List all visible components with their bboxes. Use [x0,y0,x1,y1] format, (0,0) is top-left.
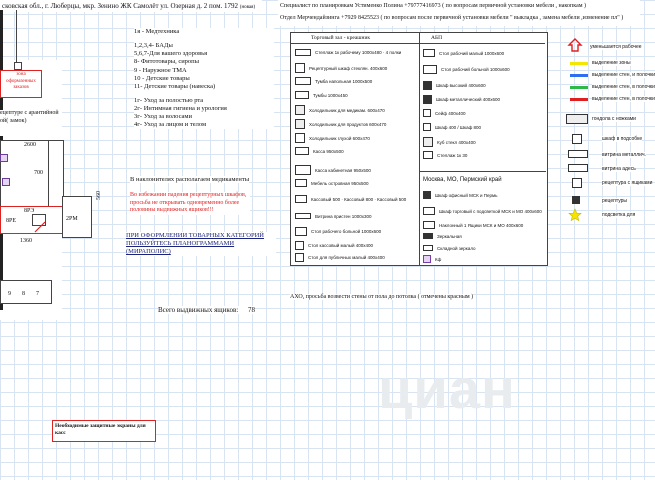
address-tag: (новая) [239,5,256,10]
legend-furniture-item: Мебель островная 950х500 [295,179,369,187]
shelf-label: 9 [8,291,11,297]
contact-planner: Специалист по планировкам Устименко Полина +79777416973 ( по вопросам первичной установки мебели , накопкам ) [280,3,587,9]
key-swatch-blue [570,74,588,77]
boxes-label: Всего выдвижных ящиков: [158,306,239,314]
legend-furniture-item: Витрина пристен 1000х300 [295,213,372,219]
legend-item: 8- Фитотовары, сиропы [134,58,200,66]
key-label: выделение стен, в полочки [592,96,655,102]
plan-column [14,62,22,70]
legend-furniture-item: Шкаф офисный МСК и Пермь [423,191,497,199]
dim-label: 1360 [20,238,32,244]
shelf-label: 8РЕ [6,218,17,224]
plan-cashbox [2,178,10,186]
legend-furniture-item: Стол кассовый малый 400х400 [295,241,373,250]
star-icon [568,208,582,222]
key-label: витрина адесь [602,166,636,172]
legend-furniture-item: Холодильник глухой 600х470 [295,133,370,143]
legend-item: 2г- Интимная гигиена и урология [134,105,227,112]
up-arrow-icon [568,38,582,52]
legend-furniture-item: Стол рабочий больной 1000х600 [423,65,510,74]
legend-item: 9 - Наружное ТМА [134,66,187,74]
legend-furniture-item: Холодильник для продуктов 600х470 [295,119,386,129]
legend-furniture-item: Сейф 400х400 [423,109,466,117]
prescription-icon [572,196,580,204]
shelf-label: 7 [36,291,39,297]
key-label: выделение стен, в полочки [592,84,655,90]
boxes-total [158,306,255,314]
plan-cashbox [0,154,8,162]
vitrine-icon [568,164,588,172]
header-contacts [278,0,640,26]
key-label: рецептуры [602,198,628,204]
contact-merch: Отдел Мерчендайзинга +7929 8425523 ( по вопросам после первичной установки мебели " выкладка , замена мебели ,изменение пл" ) [280,15,624,21]
dim-label: 2РМ [66,216,78,222]
legend-furniture-item: Тумба напольная 1000х500 [295,77,372,85]
key-label: рецептура с ящиками [602,180,653,186]
legend-item: 10 - Детские товары [134,74,190,82]
display-warning: Во избежании падения рецептурных шкафов, просьба не открывать одновременно более половины выдвижных ящиков!!! [130,192,250,215]
panel-header [291,33,545,44]
legend-item: 4г- Уход за лицом и телом [134,121,207,129]
shelf-label: 8РЭ [24,208,35,214]
legend-item: 11- Детские товары (навеска) [134,82,216,90]
legend-furniture-item: Рецептурный шкаф стеклян. 400х600 [295,63,387,73]
category-legend [134,28,274,129]
legend-furniture-item: Холодильник для медикам. 600х470 [295,105,385,115]
shelf-label: 8 [22,291,25,297]
key-swatch-red [570,98,588,101]
watermark: циан [378,357,516,420]
key-label: гондола с ножками [592,116,636,122]
cabinet-icon [572,134,582,144]
key-label: шкаф в подсобке [602,136,643,142]
legend-furniture-item: Зеркальная [423,233,462,239]
legend-furniture-item: Шкаф металлический 400х600 [423,95,500,104]
legend-furniture-item: Наклонный 1 Ящики МСК и МО 400х600 [423,221,523,229]
legend-furniture-item: Шкаф торговый с подсветкой МСК и МО 400х600 [423,207,542,215]
legend-item: 1я - Медтехника [134,28,180,35]
legend-furniture-item: Стеллаж 1к рабочему 1000х480 · 4 полки [295,49,401,56]
legend-furniture-item: Кф [423,255,441,263]
legend-furniture-item: Стеллаж 1к 30 [423,151,467,159]
prescription-cabinet-icon [572,178,582,188]
panel-head-right: АБП [431,35,443,41]
plan-arrow [34,220,46,232]
dim-label: 560 [96,191,102,200]
key-label: витрина металлич. [602,152,646,158]
gondola-icon [566,114,588,124]
planogram-note: ПРИ ОФОРМЛЕНИИ ТОВАРНЫХ КАТЕГОРИЙ ПОЛЬЗУЙТЕСЬ ПЛАНОГРАММАМИ (МИРАПОЛИС) [126,232,276,256]
key-label: уменьшается рабочее [590,44,642,50]
key-label: выделение стен, и полочки [592,72,655,78]
address-text: сковская обл., г. Люберцы, мкр. Зенино ЖК Самолёт ул. Озерная д. 2 пом. 1792 [2,2,239,10]
legend-furniture-item: Стол рабочий малый 1000х600 [423,49,504,57]
legend-furniture-item: Тумбы 1000х450 [295,91,348,99]
region-title: Москва, МО, Пермский край [423,177,502,183]
key-swatch-green [570,86,588,89]
zone-label: зона оформленных заказов [0,70,42,98]
panel-section-line [419,171,546,172]
legend-furniture-item: Стол рабочего больной 1000х600 [295,227,381,236]
boxes-value: 78 [247,306,255,314]
dim-label: 700 [34,170,43,176]
legend-furniture-item: Шкаф 400 / Шкаф 800 [423,123,481,131]
plan-wall [16,10,17,70]
legend-item: 3г- Уход за волосами [134,113,193,121]
legend-furniture-item: Шкаф высокий 400х600 [423,81,486,90]
display-title: В наклонителях располагаем медикаменты [130,176,250,183]
legend-furniture-item: Кассовый 500 · Кассовый 800 · Кассовый 500 [295,195,406,203]
legend-furniture-item: Складной зеркало [423,245,476,251]
panel-divider [419,33,420,265]
legend-item: 1,2,3,4- БАДы [134,42,173,50]
header-address [0,0,262,12]
legend-item: 1г- Уход за полостью рта [134,96,204,104]
legend-furniture-item: Касса 950х500 [295,147,344,155]
key-label: подсветка для [602,212,636,218]
legend-furniture-item: Касса кабинетная 950х500 [295,165,371,175]
furniture-legend-panel [290,32,548,266]
panel-head-left: Торговый зал - креашник [311,35,371,41]
key-swatch-yellow [570,62,588,65]
axo-note: АХО, просьба возвести стены от пола до потолка ( отмечены красным ) [290,294,474,300]
key-label: выделение зоны [592,60,631,66]
vitrine-icon [568,150,588,158]
dim-label: 2600 [24,142,36,148]
legend-furniture-item: Куб стекл 400х400 [423,137,476,147]
receipt-note: ецептуре с арантийной ой( замок) [0,110,60,136]
legend-furniture-item: Стол для публичных малый 400х400 [295,253,385,262]
legend-item: 5,6,7-Для вашего здоровья [134,50,208,58]
screens-note: Необходимые защитные экраны для касс [52,420,156,442]
